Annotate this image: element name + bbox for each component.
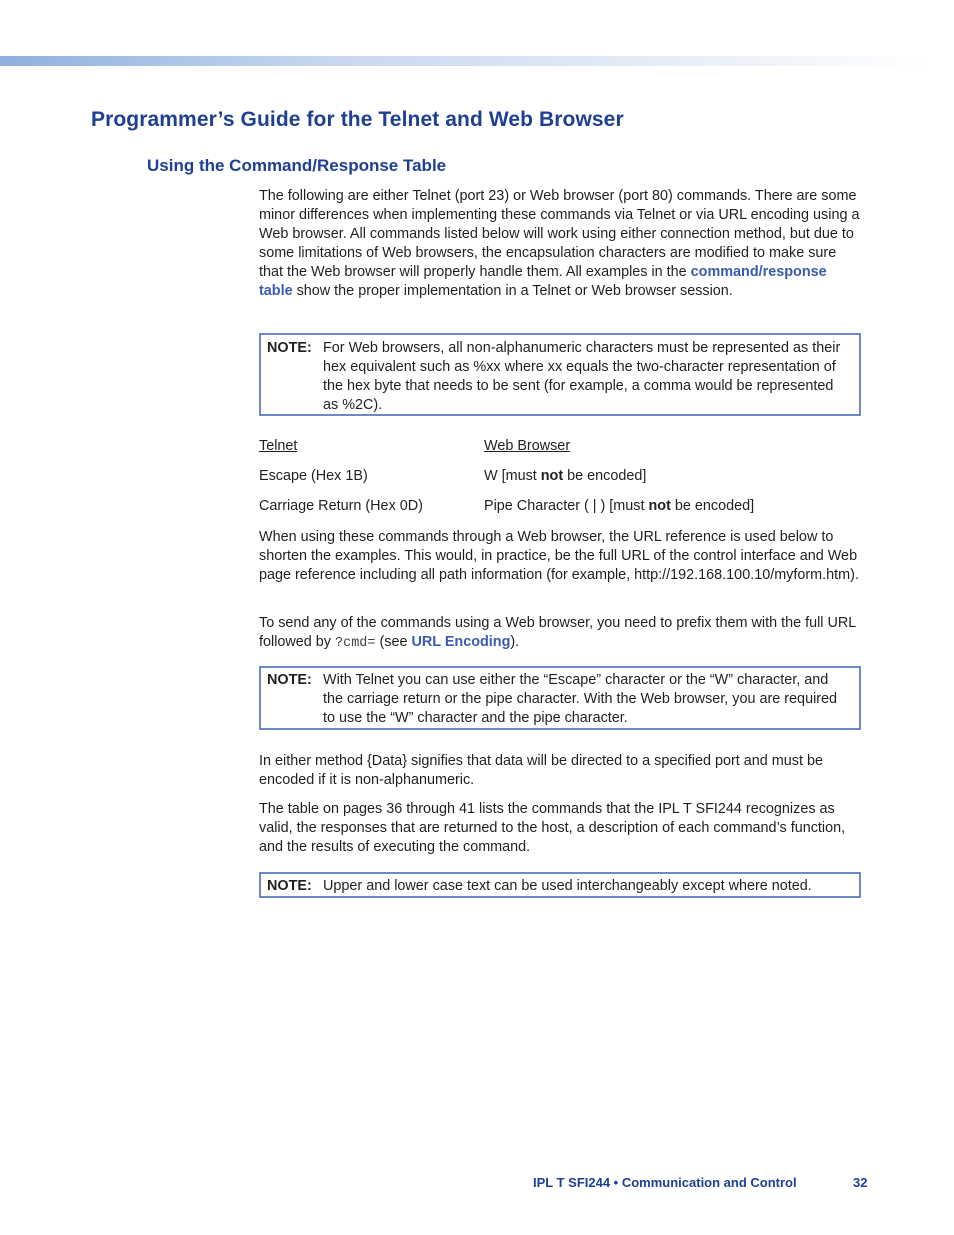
- note-case: [259, 872, 861, 898]
- data-paragraph: In either method {Data} signifies that data will be directed to a specified port and must be encoded if it is non-alphanumeric.: [259, 753, 823, 788]
- note-text: Upper and lower case text can be used interchangeably except where noted.: [323, 878, 812, 894]
- prefix-paragraph: To send any of the commands using a Web browser, you need to prefix them with the full URL followed by ?cmd= (see URL Encoding).: [259, 615, 856, 651]
- telnet-column-header: Telnet: [259, 438, 298, 454]
- intro-text-end: show the proper implementation in a Telnet or Web browser session.: [292, 282, 733, 299]
- web-browser-column-header: Web Browser: [484, 438, 571, 454]
- page-number: 32: [853, 1175, 868, 1190]
- note-label: NOTE:: [267, 672, 312, 688]
- web-pipe-cell: Pipe Character ( | ) [must not be encoded]: [484, 498, 755, 514]
- note-telnet-escape: [259, 666, 861, 730]
- telnet-cr-cell: Carriage Return (Hex 0D): [259, 498, 423, 514]
- url-reference-paragraph: When using these commands through a Web browser, the URL reference is used below to shorten the examples. This would, in practice, be the full URL of the control interface and Web page reference including all path information (for example, http://192.168.100.10/myform.htm).: [259, 529, 859, 583]
- web-w-cell: W [must not be encoded]: [484, 468, 647, 484]
- section-heading: Using the Command/Response Table: [147, 156, 447, 175]
- note-label: NOTE:: [267, 878, 312, 894]
- note-web-browsers: [259, 333, 861, 416]
- command-table-paragraph: The table on pages 36 through 41 lists the commands that the IPL T SFI244 recognizes as valid, the responses that are returned to the host, a description of each command’s function, and the results of executing the command.: [259, 801, 846, 855]
- header-gradient-bar: [0, 56, 930, 66]
- cmd-code: ?cmd=: [335, 635, 376, 651]
- note-label: NOTE:: [267, 340, 312, 356]
- intro-paragraph: [259, 187, 863, 300]
- note-text: With Telnet you can use either the “Escape” character or the “W” character, and the carriage return or the pipe character. With the Web browser, you are required to use the “W” character and the pipe character.: [323, 672, 838, 726]
- page-title: Programmer’s Guide for the Telnet and Web Browser: [91, 108, 624, 131]
- intro-text: The following are either Telnet (port 23) or Web browser (port 80) commands. There are some minor differences when implementing these commands via Telnet or via URL encoding using a Web browser. All commands listed below will work using either connection method, but due to some limitations of Web browsers, the encapsulation characters are modified to make sure that the Web browser will properly handle them. All examples in the: [259, 188, 860, 280]
- footer-product: IPL T SFI244 • Communication and Control: [533, 1175, 797, 1190]
- note-text: For Web browsers, all non-alphanumeric characters must be represented as their hex equivalent such as %xx where xx equals the two-character representation of the hex byte that needs to be sent (for example, a comma would be represented as %2C).: [323, 340, 841, 413]
- command-response-table-link[interactable]: command/response table: [259, 263, 827, 299]
- url-encoding-link[interactable]: URL Encoding: [411, 633, 511, 650]
- telnet-escape-cell: Escape (Hex 1B): [259, 468, 368, 484]
